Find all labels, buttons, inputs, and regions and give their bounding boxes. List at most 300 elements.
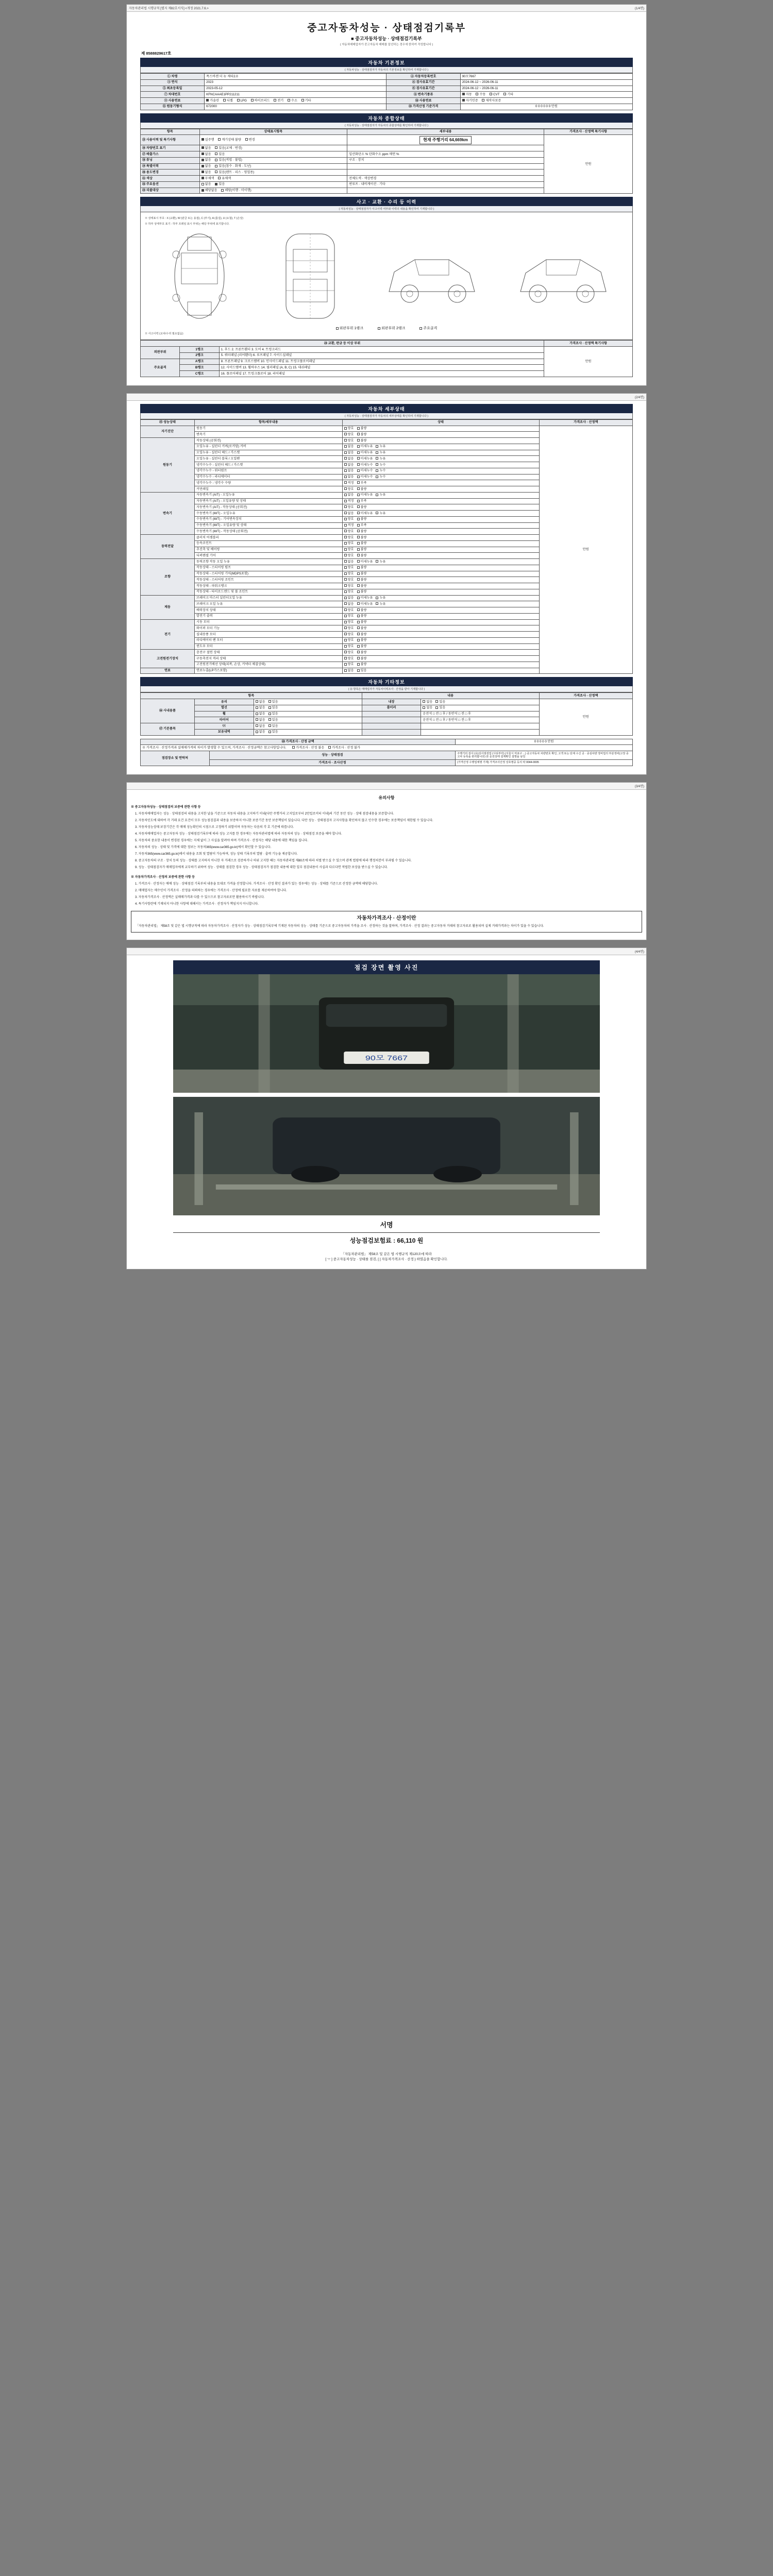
notice-item: 5. 자동차의 중요한 내용이 변경된 경우에는 지체 없이 그 사실을 알려야 하며 가격조사 · 산정자는 해당 내용에 대한 책임을 집니다. (135, 839, 308, 842)
opt-usechange-yes[interactable] (215, 171, 254, 175)
fuel-gasoline[interactable]: 가솔린 (206, 99, 219, 103)
legend-val-0: 1. 후드 2. 프론트휀더 3. 도어 4. 트렁크리드 (219, 347, 544, 353)
other-0-opt-1[interactable]: 있음 (268, 700, 278, 704)
opt-meter-changed[interactable] (245, 138, 255, 142)
opt-emission-yes[interactable] (215, 152, 225, 157)
detail-item-label: 자동변속기 (A/T) - 오일유량 및 상태 (195, 498, 343, 504)
section-accident-note: ( 자동차성능 · 상태점검자가 사고이력 여부와 이력의 내용을 확인하여 기재합니다 ) (140, 206, 633, 212)
detail-4-3-opt-0[interactable]: 양호 (344, 578, 354, 582)
detail-7-0-opt-0[interactable]: 양호 (344, 651, 354, 655)
warranty-self[interactable]: 자기인증 (462, 99, 478, 103)
detail-1-4-opt-0[interactable]: 없음 (344, 463, 354, 467)
document-number-label: 제 (141, 51, 145, 56)
detail-item-label: 작동상태 - 스티어링 기어(MDPS포함) (195, 571, 343, 577)
opt-emission-none[interactable] (201, 152, 211, 157)
detail-1-1-opt-2[interactable]: 누유 (376, 445, 385, 449)
detail-item-label: 작동상태 - 타이로드엔드 및 볼 조인트 (195, 589, 343, 595)
detail-5-0-opt-0[interactable]: 없음 (344, 596, 354, 600)
basic-label-4: ④ 검사유효기간 (386, 79, 460, 86)
detail-5-3-opt-1[interactable]: 불량 (357, 614, 367, 618)
other-opts2: 운전석 □ 전 □ 후 / 동반석 □ 전 □ 후 (421, 711, 539, 717)
footer-legal (173, 1252, 600, 1263)
detail-2-0-opt-2[interactable]: 누유 (376, 493, 385, 497)
opt-real-mileage[interactable] (201, 138, 214, 142)
page-1-header (127, 5, 646, 12)
opt-meter-bad[interactable] (218, 138, 241, 142)
page-4-header (127, 948, 646, 955)
other-4-opt-0[interactable]: 없음 (256, 724, 265, 728)
other-key2: 내장 (362, 699, 421, 705)
overall-name-3: ⑱ 튜닝 (141, 157, 200, 163)
opt-label: 해당없음 (205, 189, 217, 192)
detail-item-label: 배력장치 상태 (195, 607, 343, 614)
detail-1-4-opt-1[interactable]: 미세누수 (357, 463, 373, 467)
notice-item: 3. 자동차성능상태 보장기간은 각 매매 성능확인의 시점으로 고정하기 위함이며 자동차는 다음의 각 호 기준에 따릅니다. (135, 825, 294, 829)
detail-6-2-opt-0[interactable]: 양호 (344, 633, 354, 637)
detail-3-3-opt-0[interactable]: 양호 (344, 554, 354, 558)
opt-tuning-yes[interactable] (215, 158, 242, 162)
opt-label: 없음 (205, 170, 211, 174)
detail-item-label: 오일누유 - 실린더 헤드 / 가스켓 (195, 450, 343, 456)
other-1-opt-1[interactable]: 있음 (268, 706, 278, 710)
basic-label-12: ⑭ 가격산정 기준가격 (386, 104, 460, 110)
company-val-1: (가격산정 수행업체명 기재) 가격조사산정 상호명중 등의 락 0044-0005 (456, 760, 633, 766)
notice-item: 6. 자동차의 성능 · 상태 및 가격에 대한 정보는 자동차365(www.car365.go.kr)에서 확인할 수 있습니다. (135, 845, 272, 849)
overall-name-2: ⑰ 배출가스 (141, 151, 200, 158)
detail-4-0-opt-2[interactable]: 누유 (376, 560, 385, 564)
fuel-lpg[interactable]: LPG (237, 99, 247, 103)
detail-2-3-opt-2[interactable]: 누유 (376, 512, 385, 516)
detail-item-label: 동력조향 작동 오일 누유 (195, 559, 343, 565)
other2-1-opt-0[interactable]: 없음 (423, 706, 432, 710)
legend-key-frame: 주요골격 (141, 359, 180, 377)
other-opts (254, 729, 362, 735)
other2-0-opt-1[interactable]: 있음 (435, 700, 445, 704)
other-opts (254, 711, 362, 717)
detail-5-0-opt-2[interactable]: 누유 (376, 596, 385, 600)
accident-under-note: ※ 사고이력 (교차/수리 필요없음) (145, 332, 183, 336)
detail-item-label: 브레이크 마스터 실린더오일 누유 (195, 595, 343, 601)
opt-label: 가격조사 · 산정 불가 (331, 745, 360, 750)
detail-1-2-opt-1[interactable]: 미세누유 (357, 451, 373, 455)
overall-detail-2: 일산화탄소 % 탄화수소 ppm 매연 % (347, 151, 544, 158)
detail-1-3-opt-2[interactable]: 누유 (376, 457, 385, 461)
other-key: 보유내역 (195, 729, 254, 735)
opt-color-achromatic[interactable] (201, 177, 214, 181)
sheet-page-4 (126, 947, 647, 1269)
detail-7-0-opt-1[interactable]: 불량 (357, 651, 367, 655)
fuel-hybrid[interactable]: 하이브리드 (251, 99, 270, 103)
detail-item-options (342, 607, 539, 614)
detail-6-4-opt-0[interactable]: 양호 (344, 645, 354, 649)
overall-detail-6: 전체도색 · 색상변경 (347, 176, 544, 182)
section-basic-band: 자동차 기본정보 (140, 58, 633, 67)
detail-6-1-opt-0[interactable]: 양호 (344, 626, 354, 631)
other-key2: 룸미러 (362, 705, 421, 711)
fuel-diesel[interactable]: 디젤 (223, 99, 233, 103)
detail-1-8-opt-1[interactable]: 불량 (357, 487, 367, 492)
detail-item-options (342, 529, 539, 535)
detail-4-5-opt-0[interactable]: 양호 (344, 590, 354, 594)
detail-2-4-opt-1[interactable]: 불량 (357, 517, 367, 521)
basic-value-3: 2023 (205, 79, 386, 86)
detail-7-2-opt-0[interactable]: 양호 (344, 663, 354, 667)
detail-item-options (342, 474, 539, 480)
basic-value-4: 2024-06-12 ~ 2026-06-11 (460, 79, 632, 86)
detail-1-1-opt-0[interactable]: 없음 (344, 445, 354, 449)
fuel-hydrogen[interactable]: 수소 (288, 99, 297, 103)
other-3-opt-1[interactable]: 있음 (268, 718, 278, 722)
detail-item-options (342, 632, 539, 638)
detail-item-options (342, 498, 539, 504)
guarantee-text: 「자동차관리법」 제58조 및 같은 법 시행규칙에 따라 자동차가격조사 · 산정자가 성능 · 상태점검기록부에 기재된 자동차의 성능 · 상태를 기준으로 중고자동차의 가격을 조사 · 산정하는 것을 말하며, 가격조사 · 산정 결과는 중고자동차 거래의 참고자료로 활용되며 실제 거래가격과는 차이가 있을 수 있습니다. (136, 924, 544, 928)
notice-item: 8. 중고자동차의 구조 · 장치 등의 성능 · 상태를 고지하지 아니한 자 거래으로 검증하거나 허위 고지한 때는 자동차관리법 제80조에 따라 처벌 받으실 수 있으며 관계 법령에 따라 행정처분이 부과될 수 있습니다. (135, 859, 412, 862)
detail-2-4-opt-0[interactable]: 양호 (344, 517, 354, 521)
legend-sub-3: B랭크 (180, 365, 219, 371)
detail-0-1-opt-0[interactable]: 양호 (344, 433, 354, 437)
photo-2-graphic (173, 1097, 600, 1215)
other-col-1: 내용 (362, 693, 539, 699)
legend-val-1: 5. 쿼터패널 (리어휀더) 6. 루프패널 7. 사이드실패널 (219, 352, 544, 359)
detail-group-6: 전기 (141, 619, 195, 650)
detail-2-5-opt-0[interactable]: 적정 (344, 523, 354, 528)
table-header-row (141, 419, 633, 426)
detail-item-label: 브레이크 오일 누유 (195, 601, 343, 607)
opt-tuning-none[interactable] (201, 158, 211, 162)
overall-name-6: ㉑ 색상 (141, 176, 200, 182)
other-5-opt-0[interactable]: 없음 (256, 730, 265, 734)
detail-6-4-opt-1[interactable]: 불량 (357, 645, 367, 649)
car-diagram-side-right (383, 230, 481, 323)
detail-5-1-opt-1[interactable]: 미세누유 (357, 602, 373, 606)
warranty-maker[interactable]: 제작사보증 (482, 99, 501, 103)
table-header-row (141, 693, 633, 699)
overall-detail-7: 썬루프 · 내비게이션 · 기타 (347, 181, 544, 188)
detail-5-1-opt-0[interactable]: 없음 (344, 602, 354, 606)
detail-item-label: 시동 모터 (195, 619, 343, 625)
basic-value-6: 2024-06-12 ~ 2026-06-11 (460, 86, 632, 92)
opt-special-none[interactable] (201, 164, 211, 168)
overall-opts-1 (199, 145, 347, 151)
detail-4-1-opt-0[interactable]: 양호 (344, 566, 354, 570)
fee-value: : 66,110 원 (393, 1236, 424, 1244)
detail-1-0-opt-1[interactable]: 불량 (357, 439, 367, 443)
detail-6-2-opt-1[interactable]: 불량 (357, 633, 367, 637)
detail-3-2-opt-1[interactable]: 불량 (357, 548, 367, 552)
accident-legend-table (140, 340, 633, 377)
overall-detail-3: 구조 · 장치 (347, 157, 544, 163)
overall-detail-5 (347, 170, 544, 176)
detail-0-0-opt-1[interactable]: 불량 (357, 427, 367, 431)
detail-3-1-opt-1[interactable]: 불량 (357, 541, 367, 546)
other-key: ؟؟ (195, 723, 254, 730)
guarantee-box (131, 911, 642, 933)
detail-5-1-opt-2[interactable]: 누유 (376, 602, 385, 606)
other2-0-opt-0[interactable]: 없음 (423, 700, 432, 704)
overall-opts-8 (199, 188, 347, 194)
detail-2-3-opt-0[interactable]: 없음 (344, 512, 354, 516)
detail-1-2-opt-2[interactable]: 누유 (376, 451, 385, 455)
legend-sub-0: 1랭크 (180, 347, 219, 353)
opt-label: 실주행 (205, 138, 214, 142)
detail-item-options (342, 662, 539, 668)
overall-name-7: ㉒ 주요옵션 (141, 181, 200, 188)
detail-8-0-opt-0[interactable]: 없음 (344, 669, 354, 673)
table-row (141, 699, 633, 705)
car-diagram-side-left (514, 230, 612, 323)
detail-item-label: 냉각수누수 - 워터펌프 (195, 468, 343, 474)
detail-1-5-opt-0[interactable]: 없음 (344, 469, 354, 473)
opt-platenum-yes[interactable] (215, 146, 242, 150)
detail-1-6-opt-0[interactable]: 없음 (344, 475, 354, 479)
detail-4-5-opt-1[interactable]: 불량 (357, 590, 367, 594)
table-row (141, 135, 633, 145)
opt-label: 있음 (219, 152, 225, 156)
detail-2-6-opt-1[interactable]: 불량 (357, 530, 367, 534)
detail-7-1-opt-0[interactable]: 양호 (344, 657, 354, 661)
table-row (141, 74, 633, 80)
detail-5-2-opt-0[interactable]: 양호 (344, 608, 354, 613)
detail-4-4-opt-1[interactable]: 불량 (357, 584, 367, 588)
detail-item-options (342, 613, 539, 619)
detail-item-options (342, 540, 539, 547)
detail-3-2-opt-0[interactable]: 양호 (344, 548, 354, 552)
overall-name-4: ⑲ 특별이력 (141, 163, 200, 170)
other-2-opt-1[interactable]: 있음 (268, 712, 278, 716)
detail-7-2-opt-1[interactable]: 불량 (357, 663, 367, 667)
other-opts2 (421, 705, 539, 711)
detail-1-3-opt-0[interactable]: 없음 (344, 457, 354, 461)
detail-1-2-opt-0[interactable]: 없음 (344, 451, 354, 455)
other-0-opt-0[interactable]: 없음 (256, 700, 265, 704)
inspection-photo-1 (173, 974, 600, 1093)
opt-label: 없음 (205, 182, 211, 187)
price-impossible-check[interactable] (328, 746, 360, 750)
detail-item-label: 수동변속기 (M/T) - 기어변속장치 (195, 516, 343, 522)
detail-2-3-opt-1[interactable]: 미세누유 (357, 512, 373, 516)
notice-sub-item: 4. 특기사항란에 기재되지 아니한 사항에 대해서는 가격조사 · 산정자가 책임지지 아니합니다. (135, 902, 259, 906)
signature-label: 서명 (380, 1221, 393, 1229)
opt-label: 없음 (205, 158, 211, 162)
detail-6-3-opt-0[interactable]: 양호 (344, 638, 354, 642)
overall-price-note: 만원 (544, 135, 633, 194)
detail-6-3-opt-1[interactable]: 불량 (357, 638, 367, 642)
opt-recall-yes[interactable] (221, 189, 251, 193)
detail-1-5-opt-1[interactable]: 미세누수 (357, 469, 373, 473)
detail-4-2-opt-0[interactable]: 양호 (344, 572, 354, 576)
other-opts2: 운전석 □ 전 □ 후 / 동반석 □ 전 □ 후 (421, 717, 539, 723)
detail-2-1-opt-1[interactable]: 부족 (357, 499, 367, 503)
page-3-header (127, 783, 646, 790)
other-3-opt-0[interactable]: 없음 (256, 718, 265, 722)
detail-item-options (342, 492, 539, 498)
detail-7-1-opt-1[interactable]: 불량 (357, 657, 367, 661)
table-row (141, 98, 633, 104)
opt-label: 가격조사 · 산정 불응 (296, 745, 325, 750)
sheet-page-1 (126, 4, 647, 386)
opt-option-yes[interactable] (215, 182, 225, 187)
table-row (141, 92, 633, 98)
basic-label-3: ③ 연식 (141, 79, 205, 86)
photo-1-graphic (173, 974, 600, 1093)
detail-item-label: 작동상태 - 스티어링 펌프 (195, 565, 343, 571)
rank-label-3 (419, 326, 437, 331)
detail-1-0-opt-0[interactable]: 양호 (344, 439, 354, 443)
detail-3-0-opt-1[interactable]: 불량 (357, 536, 367, 540)
detail-item-options (342, 643, 539, 650)
detail-col-2: 상태 (342, 419, 539, 426)
overall-detail-4 (347, 163, 544, 170)
detail-8-0-opt-1[interactable]: 있음 (357, 669, 367, 673)
detail-item-label: 냉각수누수 - 실린더 헤드 / 가스켓 (195, 462, 343, 468)
basic-label-2: ② 자동차등록번호 (386, 74, 460, 80)
detail-item-label: 발전기 출력 (195, 613, 343, 619)
opt-label: 유채색 (222, 176, 231, 180)
detail-5-0-opt-1[interactable]: 미세누유 (357, 596, 373, 600)
detail-0-0-opt-0[interactable]: 양호 (344, 427, 354, 431)
detail-2-6-opt-0[interactable]: 양호 (344, 530, 354, 534)
notice-sub-item: 1. 가격조사 · 산정자는 매매 성능 · 상태점검 기록부의 내용을 토대로 가격을 산정합니다. 가격조사 · 산정 확인 결과가 있는 경우에는 성능 · 상태를 기준으로 산정한 금액에 해당합니다. (135, 882, 378, 886)
transmission-manual[interactable]: 수동 (476, 93, 485, 97)
fuel-electric[interactable]: 전기 (274, 99, 283, 103)
other-4-opt-1[interactable]: 있음 (268, 724, 278, 728)
fuel-etc[interactable]: 기타 (301, 99, 311, 103)
opt-label: 없음 (205, 146, 211, 150)
detail-5-3-opt-0[interactable]: 양호 (344, 614, 354, 618)
transmission-auto[interactable]: 자동 (462, 93, 472, 97)
overall-col-2: 세부내용 (347, 129, 544, 135)
sheet-page-3 (126, 782, 647, 940)
detail-3-1-opt-0[interactable]: 양호 (344, 541, 354, 546)
detail-2-2-opt-1[interactable]: 불량 (357, 505, 367, 510)
table-row (141, 739, 633, 745)
other-key: 유리 (195, 699, 254, 705)
detail-item-label: 윈도우 모터 (195, 643, 343, 650)
legend-sub-4: C랭크 (180, 371, 219, 377)
opt-color-chromatic[interactable] (218, 177, 231, 181)
overall-opts-5 (199, 170, 347, 176)
detail-4-3-opt-1[interactable]: 불량 (357, 578, 367, 582)
detail-3-3-opt-1[interactable]: 불량 (357, 554, 367, 558)
rank-label-2 (378, 326, 405, 331)
detail-1-6-opt-2[interactable]: 누수 (376, 475, 385, 479)
rank-label-text: 외판부위 1랭크 (339, 327, 363, 331)
basic-info-table (140, 73, 633, 110)
opt-recall-na[interactable] (201, 189, 217, 193)
opt-option-none[interactable] (201, 182, 211, 187)
detail-2-2-opt-0[interactable]: 양호 (344, 505, 354, 510)
other2-1-opt-1[interactable]: 있음 (435, 706, 445, 710)
other-price-note: 만원 (539, 699, 632, 736)
detail-item-label: 원동기 (195, 426, 343, 432)
detail-item-label: 고전원전기배선 상태(피복, 손상, 커넥터 체결상태) (195, 662, 343, 668)
legend-price-value: 만원 (544, 347, 633, 377)
detail-1-5-opt-2[interactable]: 누수 (376, 469, 385, 473)
detail-4-0-opt-1[interactable]: 미세누유 (357, 560, 373, 564)
other-1-opt-0[interactable]: 없음 (256, 706, 265, 710)
detail-item-label: 오일누유 - 실린더 블록 / 오일팬 (195, 456, 343, 462)
detail-item-options (342, 619, 539, 625)
document-page (0, 0, 773, 1287)
detail-1-4-opt-2[interactable]: 누수 (376, 463, 385, 467)
detail-5-2-opt-1[interactable]: 불량 (357, 608, 367, 613)
opt-label: 없음 (205, 152, 211, 156)
detail-2-0-opt-1[interactable]: 미세누유 (357, 493, 373, 497)
detail-1-3-opt-1[interactable]: 미세누유 (357, 457, 373, 461)
diagram-legend-line-2: ※ 하부 상태부호 표기 : 하부 프레임 표시 부위는 해당 부위에 표기합니다. (145, 223, 230, 226)
notice-sub-item: 3. 자동차가격조사 · 산정액은 실매매가격과 다를 수 있으므로 참고자료로만 활용하시기 바랍니다. (135, 895, 265, 899)
other-key2 (362, 729, 421, 735)
transmission-cvt[interactable]: CVT (490, 93, 499, 97)
detail-4-4-opt-0[interactable]: 양호 (344, 584, 354, 588)
detail-6-1-opt-1[interactable]: 불량 (357, 626, 367, 631)
detail-1-7-opt-0[interactable]: 적정 (344, 481, 354, 485)
detail-1-1-opt-1[interactable]: 미세누유 (357, 445, 373, 449)
legend-key-outer: 외판부위 (141, 347, 180, 359)
notice-title: 유의사항 (378, 795, 395, 800)
other-info-table (140, 692, 633, 735)
price-note-row (141, 745, 633, 751)
document-number (141, 50, 633, 56)
other-key2 (362, 723, 421, 730)
other-2-opt-0[interactable]: 없음 (256, 712, 265, 716)
detail-1-8-opt-0[interactable]: 양호 (344, 487, 354, 492)
detail-item-label: 변속기 (195, 432, 343, 438)
basic-label-6: ⑥ 검사유효기간 (386, 86, 460, 92)
detail-0-1-opt-1[interactable]: 불량 (357, 433, 367, 437)
transmission-etc[interactable]: 기타 (503, 93, 513, 97)
basic-value-10 (460, 98, 632, 104)
detail-6-0-opt-0[interactable]: 양호 (344, 620, 354, 624)
legend-sub-1: 2랭크 (180, 352, 219, 359)
detail-3-0-opt-0[interactable]: 양호 (344, 536, 354, 540)
notice-item: 7. 자동차365(www.car365.go.kr)에서 내용을 조회 및 열람이 가능하며, 성능 상태 기록부의 열람 · 출력 기능을 제공합니다. (135, 852, 298, 856)
detail-2-1-opt-0[interactable]: 적정 (344, 499, 354, 503)
price-unit: 만원 (547, 740, 554, 743)
other-opts (254, 717, 362, 723)
legend-price-label: 가격조사 · 산정액 특기사항 (544, 341, 633, 347)
other-group-0: ㉖ 사내용품 (141, 699, 195, 723)
opt-usechange-none[interactable] (201, 171, 211, 175)
section-basic-note: ( 자동차성능 · 상태점검자가 자동차의 기본정보를 확인하여 기재합니다 ) (140, 67, 633, 73)
mileage-value: 현재 주행거리 64,669km (419, 136, 472, 144)
overall-opts-7 (199, 181, 347, 188)
sheet-page-2 (126, 393, 647, 775)
detail-item-label: 구동축전지 격리 상태 (195, 656, 343, 662)
overall-name-1: ⑯ 차량번호 표기 (141, 145, 200, 151)
detail-1-7-opt-1[interactable]: 부족 (357, 481, 367, 485)
price-refuse-check[interactable] (292, 746, 324, 750)
detail-item-label: 연료누출(LP가스포함) (195, 668, 343, 674)
overall-opts-4 (199, 163, 347, 170)
opt-special-yes[interactable] (215, 164, 251, 168)
company-val-0: 주행거리 검사 (유)상사점검업 (시티부터) (서울시 마포구 ...) 중고자동차 차량번호 확인, 고객 또는 단체 수신 공 · 중심차량 정비업의 부분정비(고장 중고차 등록을 관리합니다) 본 운전상태 설계확인 설명을 남김 (456, 751, 633, 760)
detail-4-1-opt-1[interactable]: 불량 (357, 566, 367, 570)
detail-6-0-opt-1[interactable]: 불량 (357, 620, 367, 624)
detail-item-options (342, 486, 539, 493)
detail-2-0-opt-0[interactable]: 없음 (344, 493, 354, 497)
detail-4-0-opt-0[interactable]: 없음 (344, 560, 354, 564)
detail-item-options (342, 444, 539, 450)
detail-4-2-opt-1[interactable]: 불량 (357, 572, 367, 576)
detail-1-6-opt-1[interactable]: 미세누수 (357, 475, 373, 479)
detail-item-options (342, 516, 539, 522)
detail-item-label: 자동변속기 (A/T) - 오일누유 (195, 492, 343, 498)
opt-platenum-none[interactable] (201, 146, 211, 150)
other-5-opt-1[interactable]: 있음 (268, 730, 278, 734)
opt-label: 계기상태 불량 (222, 138, 241, 142)
detail-2-5-opt-1[interactable]: 부족 (357, 523, 367, 528)
